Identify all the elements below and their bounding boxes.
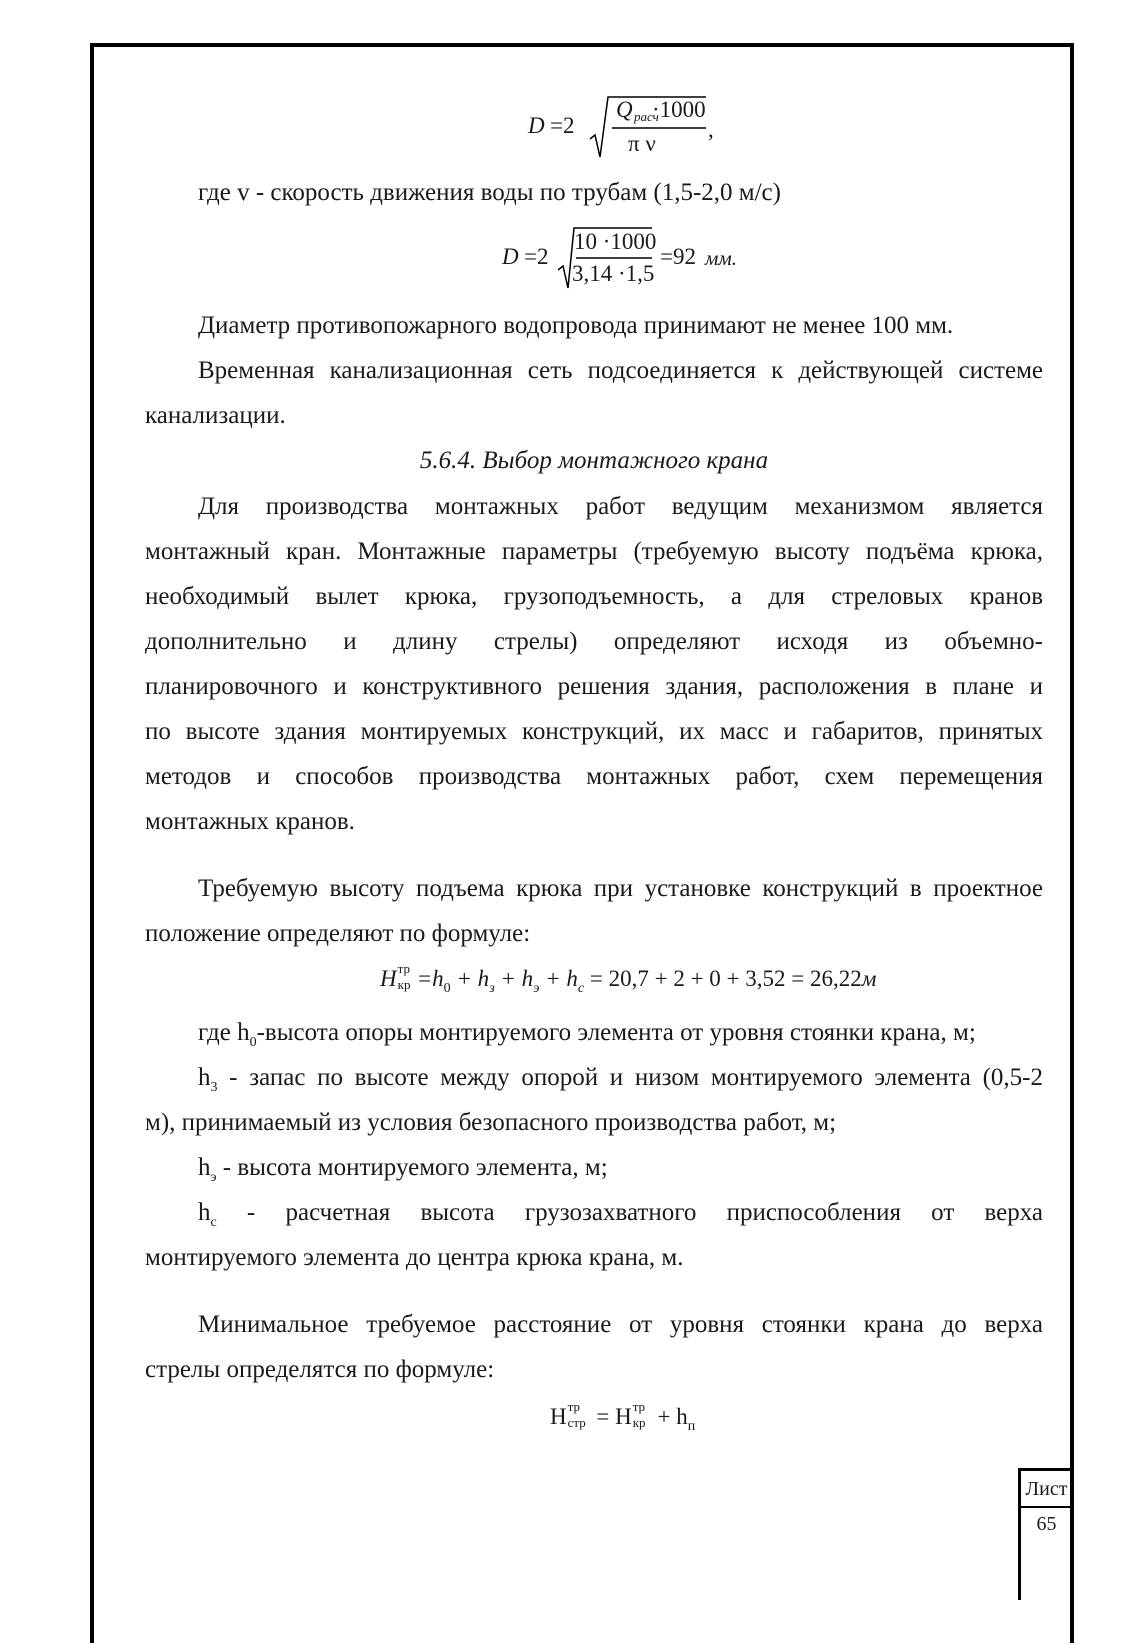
calc-coef: =2 — [524, 244, 549, 269]
stamp-label: Лист — [1021, 1471, 1072, 1508]
h-sup: тр — [397, 961, 410, 976]
num-q: Q — [616, 97, 633, 122]
h-rest: = 20,7 + 2 + 0 + 3,52 = 26,22 — [584, 966, 862, 991]
calc-num: 10 ·1000 — [574, 229, 657, 254]
calc-lhs: D — [502, 244, 519, 269]
h-eq1: =h — [416, 966, 444, 991]
formula-coef: =2 — [550, 113, 575, 138]
para-min-line1: Минимальное требуемое расстояние от уровня стоянки крана до верха — [198, 1311, 1043, 1338]
def-hc-line2: монтируемого элемента до центра крюка крана, м. — [145, 1244, 684, 1271]
def-hz-line2: м), принимаемый из условия безопасного производства работ, м; — [145, 1109, 837, 1136]
calc-den: 3,14 ·1,5 — [572, 261, 655, 286]
den-pi-nu: π ν — [628, 131, 656, 156]
hstr-h1: Н — [550, 1404, 567, 1429]
h-unit: м — [861, 966, 877, 991]
para-crane-line: методов и способов производства монтажных работ, схем перемещения — [145, 763, 1043, 790]
def-hz-line1: $h_3$ - запас по высоте между опорой и низом монтируемого элемента (0,5-2 — [198, 1064, 1043, 1095]
para-crane-line: Для производства монтажных работ ведущим механизмом является — [198, 493, 1043, 520]
hstr-eq: = Н — [590, 1404, 632, 1429]
page-number: 65 — [1036, 1513, 1057, 1535]
page-stamp — [1018, 1468, 1072, 1600]
h-plus1: + h — [450, 966, 490, 991]
para-diameter: Диаметр противопожарного водопровода принимают не менее 100 мм. — [198, 312, 954, 339]
h-sub: кр — [397, 977, 411, 992]
h0-sub: 0 — [443, 981, 451, 996]
section-heading: 5.6.4. Выбор монтажного крана — [419, 447, 769, 474]
para-crane-line: по высоте здания монтируемых конструкций, их масс и габаритов, принятых — [145, 718, 1043, 745]
calc-unit: мм. — [705, 246, 738, 270]
def-hc-line1: $h_с$ - расчетная высота грузозахватного приспособления от верха — [198, 1199, 1043, 1230]
para-sewer-line1: Временная канализационная сеть подсоединяется к действующей системе — [198, 357, 1043, 384]
hstr-h1-sub: стр — [567, 1415, 586, 1430]
hstr-h2-sup: тр — [632, 1399, 646, 1414]
hc-sub: с — [577, 981, 585, 996]
para-sewer-line2: канализации. — [145, 402, 286, 429]
calc-result: =92 — [660, 244, 696, 269]
para-crane-line: планировочного и конструктивного решения здания, расположения в плане и — [145, 673, 1043, 700]
h-main: H — [380, 966, 397, 991]
para-height-line1: Требуемую высоту подъема крюка при установке конструкций в проектное — [198, 875, 1043, 902]
h-plus3: + h — [539, 966, 578, 991]
hn-sub: п — [687, 1419, 696, 1434]
hstr-plus: + h — [651, 1404, 688, 1429]
formula-lhs: D — [528, 113, 545, 138]
formula-tail: , — [708, 117, 714, 142]
para-crane-line: монтажных кранов. — [145, 808, 355, 835]
para-crane-line: дополнительно и длину стрелы) определяют исходя из объемно- — [145, 628, 1043, 655]
num-rest: ·1000 — [652, 97, 706, 122]
he-sub: э — [533, 981, 540, 996]
para-height-line2: положение определяют по формуле: — [145, 920, 531, 947]
def-he: $h_э$ - высота монтируемого элемента, м; — [198, 1154, 608, 1185]
text-velocity: где v - скорость движения воды по трубам (1,5-2,0 м/с) — [198, 179, 781, 206]
para-crane-line: необходимый вылет крюка, грузоподъемность, а для стреловых кранов — [145, 583, 1043, 610]
para-crane-line: монтажный кран. Монтажные параметры (требуемую высоту подъёма крюка, — [145, 538, 1043, 565]
hz-sub: з — [489, 981, 495, 996]
hstr-h2-sub: кр — [632, 1415, 646, 1430]
hstr-h1-sup: тр — [567, 1399, 580, 1414]
formula-h-boom — [550, 1400, 695, 1438]
num-q-sub: расч — [634, 109, 659, 124]
def-h0: где $h_0$-высота опоры монтируемого элемента от уровня стоянки крана, м; — [198, 1019, 976, 1050]
h-plus2: + h — [494, 966, 534, 991]
para-min-line2: стрелы определятся по формуле: — [145, 1356, 495, 1383]
formula-h-crane — [380, 962, 876, 1000]
